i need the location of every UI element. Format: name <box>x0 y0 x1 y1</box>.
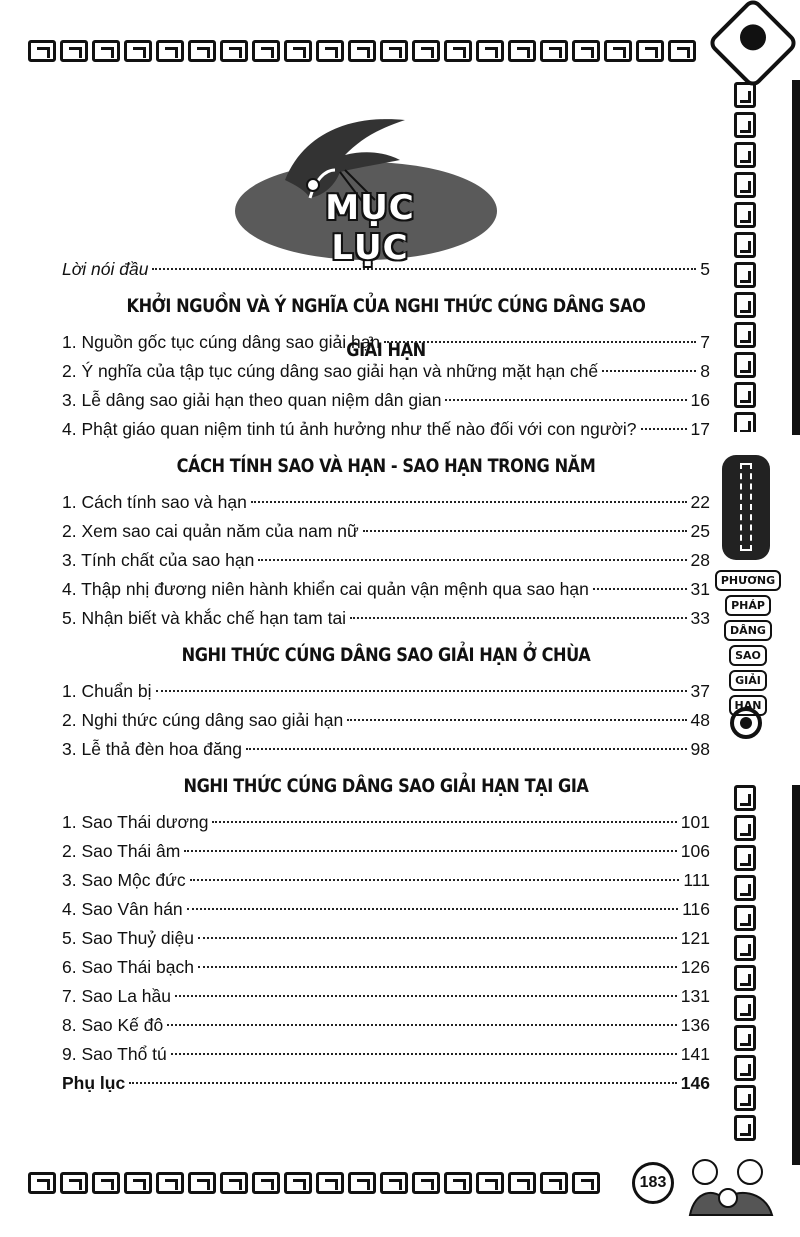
dot-leader <box>384 341 696 343</box>
key-pattern-icon <box>508 40 536 62</box>
children-illustration-icon <box>680 1150 780 1220</box>
key-pattern-icon <box>156 1172 184 1194</box>
key-pattern-icon <box>220 40 248 62</box>
toc-entry-page: 126 <box>680 957 710 977</box>
toc-entry-page: 101 <box>680 812 710 832</box>
key-pattern-icon <box>252 1172 280 1194</box>
key-pattern-icon <box>316 1172 344 1194</box>
toc-entry-page: 136 <box>680 1015 710 1035</box>
toc-entry[interactable] <box>62 953 710 982</box>
side-title-word: HẠN <box>729 695 768 716</box>
section-heading: CÁCH TÍNH SAO VÀ HẠN - SAO HẠN TRONG NĂM <box>176 455 596 477</box>
toc-entry-appendix[interactable] <box>62 1069 710 1098</box>
toc-entry-page: 5 <box>700 259 710 279</box>
key-pattern-icon <box>380 40 408 62</box>
key-pattern-icon <box>734 815 756 841</box>
key-pattern-icon <box>348 1172 376 1194</box>
dot-leader <box>246 748 687 750</box>
toc-entry[interactable] <box>62 604 710 633</box>
toc-entry-page: 7 <box>700 332 710 352</box>
toc-entry[interactable] <box>62 808 710 837</box>
dot-leader <box>593 588 687 590</box>
toc-entry-label: 5. Nhận biết và khắc chế hạn tam tai <box>62 608 347 628</box>
toc-entry-page: 121 <box>680 928 710 948</box>
toc-entry[interactable] <box>62 488 710 517</box>
key-pattern-icon <box>734 172 756 198</box>
dot-leader <box>350 617 686 619</box>
toc-entry[interactable] <box>62 415 710 444</box>
key-pattern-icon <box>668 40 696 62</box>
key-pattern-icon <box>60 1172 88 1194</box>
toc-entry-page: 141 <box>680 1044 710 1064</box>
toc-entry[interactable] <box>62 386 710 415</box>
toc-entry-page: 28 <box>690 550 710 570</box>
toc-entry-page: 33 <box>690 608 710 628</box>
toc-entry-label: 3. Tính chất của sao hạn <box>62 550 255 570</box>
toc-entry[interactable] <box>62 924 710 953</box>
toc-entry-label: 6. Sao Thái bạch <box>62 957 194 977</box>
toc-entry-label: 1. Sao Thái dương <box>62 812 209 832</box>
toc-entry-label: 1. Nguồn gốc tục cúng dâng sao giải hạn <box>62 332 381 352</box>
key-pattern-icon <box>220 1172 248 1194</box>
dot-leader <box>187 908 678 910</box>
toc-header <box>235 110 497 268</box>
key-pattern-icon <box>380 1172 408 1194</box>
dot-leader <box>184 850 676 852</box>
toc-entry-label: 2. Sao Thái âm <box>62 841 181 861</box>
key-pattern-icon <box>734 995 756 1021</box>
toc-entry[interactable] <box>62 1040 710 1069</box>
key-pattern-icon <box>284 40 312 62</box>
toc-entry-page: 106 <box>680 841 710 861</box>
toc-entry-page: 116 <box>682 899 710 919</box>
key-pattern-icon <box>734 785 756 811</box>
key-pattern-icon <box>734 352 756 378</box>
toc-entry-label: 3. Lễ thả đèn hoa đăng <box>62 739 243 759</box>
dot-leader <box>258 559 686 561</box>
toc-entry-label: 2. Xem sao cai quản năm của nam nữ <box>62 521 359 541</box>
key-pattern-icon <box>188 40 216 62</box>
dot-leader <box>198 937 677 939</box>
toc-entry-label: 1. Chuẩn bị <box>62 681 152 701</box>
key-pattern-icon <box>734 292 756 318</box>
key-pattern-icon <box>734 262 756 288</box>
dot-leader <box>641 428 687 430</box>
toc-entry-label: 4. Sao Vân hán <box>62 899 183 919</box>
key-pattern-icon <box>412 1172 440 1194</box>
key-pattern-icon <box>412 40 440 62</box>
key-pattern-icon <box>734 412 756 432</box>
key-pattern-icon <box>92 1172 120 1194</box>
toc-entry-page: 17 <box>690 419 710 439</box>
key-pattern-icon <box>734 1085 756 1111</box>
toc-entry-label: Lời nói đầu <box>62 259 149 279</box>
toc-entry-label: 5. Sao Thuỷ diệu <box>62 928 194 948</box>
toc-entry[interactable] <box>62 546 710 575</box>
lotus-icon <box>730 707 762 739</box>
dot-leader <box>251 501 687 503</box>
key-pattern-icon <box>316 40 344 62</box>
toc-entry-intro[interactable] <box>62 255 710 284</box>
dot-leader <box>171 1053 677 1055</box>
toc-entry[interactable] <box>62 895 710 924</box>
key-pattern-icon <box>476 1172 504 1194</box>
side-panel <box>708 445 788 780</box>
dot-leader <box>445 399 686 401</box>
key-pattern-icon <box>734 322 756 348</box>
side-book-title <box>708 570 788 716</box>
right-key-border-bottom <box>734 785 760 1160</box>
section-heading: NGHI THỨC CÚNG DÂNG SAO GIẢI HẠN Ở CHÙA <box>181 644 591 666</box>
toc-entry[interactable] <box>62 575 710 604</box>
top-key-border <box>28 40 718 66</box>
toc-entry-page: 146 <box>680 1073 710 1093</box>
key-pattern-icon <box>734 1115 756 1141</box>
key-pattern-icon <box>734 905 756 931</box>
key-pattern-icon <box>540 1172 568 1194</box>
key-pattern-icon <box>508 1172 536 1194</box>
key-pattern-icon <box>188 1172 216 1194</box>
right-edge-bar <box>792 80 800 435</box>
dot-leader <box>156 690 687 692</box>
key-pattern-icon <box>28 1172 56 1194</box>
dot-leader <box>167 1024 677 1026</box>
bottom-key-border <box>28 1172 618 1198</box>
key-pattern-icon <box>476 40 504 62</box>
toc-entry-label: 2. Nghi thức cúng dâng sao giải hạn <box>62 710 344 730</box>
key-pattern-icon <box>92 40 120 62</box>
key-pattern-icon <box>734 112 756 138</box>
side-title-word: PHƯƠNG <box>715 570 781 591</box>
table-of-contents <box>62 255 710 1098</box>
toc-entry-page: 37 <box>690 681 710 701</box>
key-pattern-icon <box>284 1172 312 1194</box>
toc-entry-page: 22 <box>690 492 710 512</box>
key-pattern-icon <box>734 1025 756 1051</box>
dot-leader <box>363 530 687 532</box>
dot-leader <box>198 966 677 968</box>
key-pattern-icon <box>540 40 568 62</box>
toc-entry-label: 2. Ý nghĩa của tập tục cúng dâng sao giải hạn và những mặt hạn chế <box>62 361 599 381</box>
toc-entry[interactable] <box>62 517 710 546</box>
toc-entry-page: 31 <box>690 579 710 599</box>
toc-entry-label: 7. Sao La hầu <box>62 986 171 1006</box>
toc-entry-page: 16 <box>690 390 710 410</box>
dot-leader <box>175 995 677 997</box>
dot-leader <box>129 1082 677 1084</box>
key-pattern-icon <box>734 935 756 961</box>
dot-leader <box>152 268 696 270</box>
toc-entry[interactable] <box>62 837 710 866</box>
dot-leader <box>212 821 676 823</box>
page-number-badge: 183 <box>632 1162 674 1204</box>
toc-sections <box>62 284 710 1069</box>
toc-entry-label: Phụ lục <box>62 1073 126 1093</box>
key-pattern-icon <box>124 1172 152 1194</box>
toc-entry-page: 8 <box>700 361 710 381</box>
toc-entry-label: 3. Sao Mộc đức <box>62 870 186 890</box>
toc-entry-label: 4. Thập nhị đương niên hành khiển cai quản vận mệnh qua sao hạn <box>62 579 589 599</box>
key-pattern-icon <box>734 1055 756 1081</box>
key-pattern-icon <box>734 382 756 408</box>
toc-entry[interactable] <box>62 866 710 895</box>
key-pattern-icon <box>734 202 756 228</box>
toc-entry-label: 8. Sao Kế đô <box>62 1015 164 1035</box>
toc-entry[interactable] <box>62 1011 710 1040</box>
toc-entry-page: 25 <box>690 521 710 541</box>
toc-entry-page: 48 <box>690 710 710 730</box>
lantern-icon <box>722 455 770 560</box>
corner-emblem-icon <box>706 0 799 90</box>
dot-leader <box>190 879 680 881</box>
toc-entry-page: 111 <box>683 870 710 890</box>
key-pattern-icon <box>572 40 600 62</box>
side-title-word: SAO <box>729 645 767 666</box>
key-pattern-icon <box>636 40 664 62</box>
key-pattern-icon <box>348 40 376 62</box>
key-pattern-icon <box>604 40 632 62</box>
toc-entry-label: 1. Cách tính sao và hạn <box>62 492 247 512</box>
page-title: MỤC LỤC <box>325 188 415 268</box>
toc-entry[interactable] <box>62 735 710 764</box>
key-pattern-icon <box>734 965 756 991</box>
key-pattern-icon <box>444 40 472 62</box>
toc-entry[interactable] <box>62 677 710 706</box>
section-heading: NGHI THỨC CÚNG DÂNG SAO GIẢI HẠN TẠI GIA <box>183 775 589 797</box>
dot-leader <box>602 370 696 372</box>
toc-entry-label: 3. Lễ dâng sao giải hạn theo quan niệm dân gian <box>62 390 442 410</box>
toc-entry[interactable] <box>62 706 710 735</box>
key-pattern-icon <box>572 1172 600 1194</box>
key-pattern-icon <box>124 40 152 62</box>
toc-entry-page: 98 <box>690 739 710 759</box>
key-pattern-icon <box>28 40 56 62</box>
toc-entry-page: 131 <box>680 986 710 1006</box>
toc-entry-label: 9. Sao Thổ tú <box>62 1044 167 1064</box>
section-heading: KHỞI NGUỒN VÀ Ý NGHĨA CỦA NGHI THỨC CÚNG DÂNG SAO GIẢI HẠN <box>126 295 646 361</box>
key-pattern-icon <box>252 40 280 62</box>
right-key-border-top <box>734 82 760 432</box>
key-pattern-icon <box>734 232 756 258</box>
key-pattern-icon <box>444 1172 472 1194</box>
toc-entry[interactable] <box>62 982 710 1011</box>
key-pattern-icon <box>734 845 756 871</box>
right-edge-bar-lower <box>792 785 800 1165</box>
key-pattern-icon <box>734 142 756 168</box>
side-title-word: GIẢI <box>729 670 767 691</box>
toc-entry-label: 4. Phật giáo quan niệm tinh tú ảnh hưởng như thế nào đối với con người? <box>62 419 637 439</box>
key-pattern-icon <box>734 875 756 901</box>
key-pattern-icon <box>60 40 88 62</box>
key-pattern-icon <box>156 40 184 62</box>
side-title-word: PHÁP <box>725 595 771 616</box>
side-title-word: DÂNG <box>724 620 772 641</box>
dot-leader <box>347 719 686 721</box>
